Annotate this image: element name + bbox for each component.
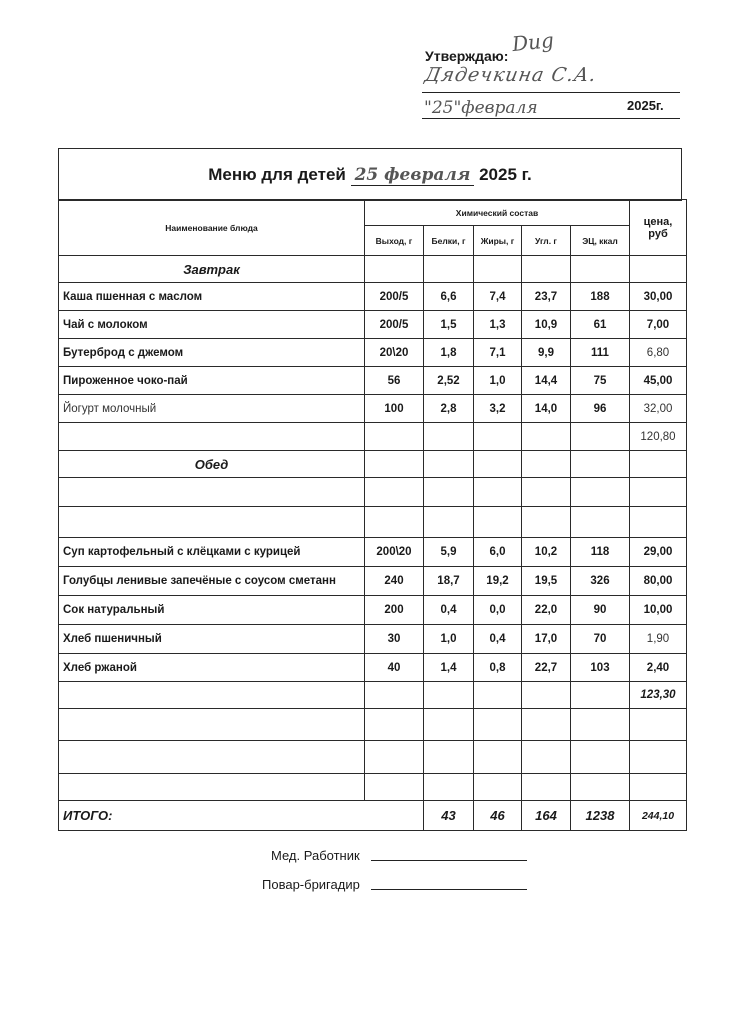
dish-fat: 7,1 (474, 339, 522, 367)
menu-title-box (58, 148, 682, 201)
approval-date: "25"февраля (424, 98, 538, 118)
approval-signature: Dug (510, 27, 555, 57)
table-row (59, 339, 687, 367)
date-underline (422, 118, 680, 119)
dish-energy: 70 (571, 625, 630, 654)
totals-price: 244,10 (630, 801, 687, 831)
cook-label: Повар-бригадир (262, 877, 360, 892)
col-dish-header: Наименование блюда (59, 200, 365, 256)
dish-protein: 6,6 (424, 283, 474, 311)
dish-energy: 103 (571, 654, 630, 682)
table-row (59, 596, 687, 625)
dish-carbs: 23,7 (522, 283, 571, 311)
lunch-section-row (59, 451, 687, 478)
menu-title-prefix: Меню для детей (208, 164, 346, 184)
dish-fat: 0,0 (474, 596, 522, 625)
col-yield-header: Выход, г (365, 226, 424, 256)
dish-name: Бутерброд с джемом (59, 339, 365, 367)
dish-yield: 20\20 (365, 339, 424, 367)
empty-row (59, 507, 687, 538)
table-row (59, 367, 687, 395)
dish-fat: 3,2 (474, 395, 522, 423)
dish-name: Хлеб ржаной (59, 654, 365, 682)
lunch-total-price: 123,30 (630, 682, 687, 709)
cook-signature-line (371, 889, 527, 890)
dish-protein: 2,8 (424, 395, 474, 423)
empty-row (59, 709, 687, 741)
dish-yield: 200 (365, 596, 424, 625)
col-price-header: цена, руб (630, 200, 687, 256)
dish-protein: 0,4 (424, 596, 474, 625)
dish-name: Сок натуральный (59, 596, 365, 625)
dish-yield: 200/5 (365, 311, 424, 339)
breakfast-title: Завтрак (59, 256, 365, 283)
dish-price: 10,00 (630, 596, 687, 625)
col-carbs-header: Угл. г (522, 226, 571, 256)
dish-fat: 6,0 (474, 538, 522, 567)
dish-energy: 90 (571, 596, 630, 625)
approval-signatory: Дядечкина С.А. (423, 64, 599, 86)
dish-yield: 200\20 (365, 538, 424, 567)
dish-carbs: 10,2 (522, 538, 571, 567)
dish-fat: 0,4 (474, 625, 522, 654)
dish-price: 29,00 (630, 538, 687, 567)
dish-protein: 1,5 (424, 311, 474, 339)
table-row (59, 395, 687, 423)
dish-carbs: 22,0 (522, 596, 571, 625)
dish-price: 32,00 (630, 395, 687, 423)
dish-carbs: 9,9 (522, 339, 571, 367)
dish-protein: 1,8 (424, 339, 474, 367)
dish-price: 80,00 (630, 567, 687, 596)
dish-name: Хлеб пшеничный (59, 625, 365, 654)
totals-fat: 46 (474, 801, 522, 831)
dish-yield: 240 (365, 567, 424, 596)
dish-protein: 5,9 (424, 538, 474, 567)
table-row (59, 625, 687, 654)
approval-year: 2025г. (627, 98, 664, 113)
table-row (59, 567, 687, 596)
dish-yield: 56 (365, 367, 424, 395)
lunch-title: Обед (59, 451, 365, 478)
menu-title-year: 2025 г. (479, 164, 532, 184)
approval-label: Утверждаю: (425, 48, 509, 64)
dish-carbs: 14,0 (522, 395, 571, 423)
dish-price: 1,90 (630, 625, 687, 654)
dish-carbs: 10,9 (522, 311, 571, 339)
totals-row (59, 801, 687, 831)
totals-carbs: 164 (522, 801, 571, 831)
menu-title (59, 149, 682, 201)
col-chemistry-header: Химический состав (365, 200, 630, 226)
dish-protein: 18,7 (424, 567, 474, 596)
dish-name: Голубцы ленивые запечёные с соусом сметанн (59, 567, 365, 596)
medic-signature-line (371, 860, 527, 861)
dish-protein: 1,4 (424, 654, 474, 682)
menu-table (58, 199, 687, 831)
totals-energy: 1238 (571, 801, 630, 831)
dish-protein: 2,52 (424, 367, 474, 395)
table-row (59, 311, 687, 339)
table-row (59, 538, 687, 567)
dish-carbs: 19,5 (522, 567, 571, 596)
breakfast-total-row (59, 423, 687, 451)
totals-label: ИТОГО: (59, 801, 424, 831)
dish-energy: 111 (571, 339, 630, 367)
dish-fat: 1,0 (474, 367, 522, 395)
breakfast-section-row (59, 256, 687, 283)
dish-price: 7,00 (630, 311, 687, 339)
empty-row (59, 478, 687, 507)
dish-name: Суп картофельный с клёцками с курицей (59, 538, 365, 567)
dish-price: 30,00 (630, 283, 687, 311)
dish-price: 45,00 (630, 367, 687, 395)
dish-energy: 326 (571, 567, 630, 596)
dish-fat: 19,2 (474, 567, 522, 596)
empty-row (59, 741, 687, 774)
dish-energy: 118 (571, 538, 630, 567)
dish-yield: 30 (365, 625, 424, 654)
table-row (59, 654, 687, 682)
dish-energy: 61 (571, 311, 630, 339)
table-row (59, 283, 687, 311)
dish-name: Пироженное чоко-пай (59, 367, 365, 395)
empty-row (59, 774, 687, 801)
dish-price: 6,80 (630, 339, 687, 367)
dish-yield: 100 (365, 395, 424, 423)
dish-name: Йогурт молочный (59, 395, 365, 423)
dish-energy: 188 (571, 283, 630, 311)
col-fat-header: Жиры, г (474, 226, 522, 256)
dish-yield: 200/5 (365, 283, 424, 311)
dish-price: 2,40 (630, 654, 687, 682)
dish-energy: 96 (571, 395, 630, 423)
dish-protein: 1,0 (424, 625, 474, 654)
dish-fat: 7,4 (474, 283, 522, 311)
dish-carbs: 17,0 (522, 625, 571, 654)
medic-label: Мед. Работник (271, 848, 360, 863)
menu-title-date: 25 февраля (351, 165, 475, 186)
lunch-total-row (59, 682, 687, 709)
signatory-underline (422, 92, 680, 93)
dish-fat: 0,8 (474, 654, 522, 682)
dish-name: Каша пшенная с маслом (59, 283, 365, 311)
dish-name: Чай с молоком (59, 311, 365, 339)
col-energy-header: ЭЦ, ккал (571, 226, 630, 256)
dish-carbs: 14,4 (522, 367, 571, 395)
dish-energy: 75 (571, 367, 630, 395)
col-protein-header: Белки, г (424, 226, 474, 256)
totals-protein: 43 (424, 801, 474, 831)
breakfast-total-price: 120,80 (630, 423, 687, 451)
dish-carbs: 22,7 (522, 654, 571, 682)
dish-fat: 1,3 (474, 311, 522, 339)
dish-yield: 40 (365, 654, 424, 682)
